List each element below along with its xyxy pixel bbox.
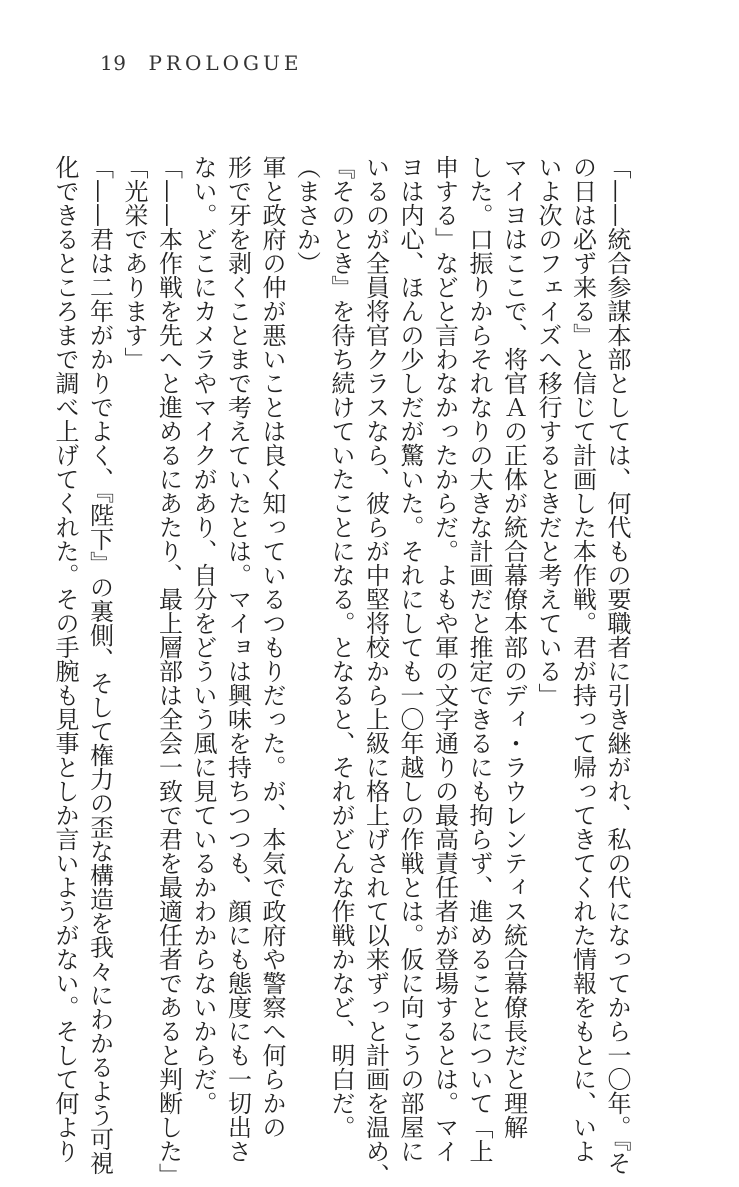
text-line: ない。どこにカメラやマイクがあり、自分をどういう風に見ているかわからないからだ。	[189, 155, 217, 1115]
text-line: 「——統合参謀本部としては、何代もの要職者に引き継がれ、私の代になってから一〇年。『そ	[603, 155, 631, 1175]
section-title: PROLOGUE	[148, 51, 303, 75]
running-head	[100, 48, 302, 78]
text-line: 『そのとき』を待ち続けていたことになる。となると、それがどんな作戦かなど、明白だ。	[327, 155, 355, 1139]
text-line: 「光栄であります」	[120, 155, 148, 371]
text-line: の日は必ず来る』と信じて計画した本作戦。君が持って帰ってきてくれた情報をもとに、いよ	[568, 155, 597, 1163]
body-text	[51, 155, 634, 1187]
text-line: ヨは内心、ほんの少しだが驚いた。それにしても一〇年越しの作戦とは。仮に向こうの部屋に	[396, 155, 424, 1163]
text-line: 形で牙を剥くことまで考えていたとは。マイョは興味を持ちつつも、顔にも態度にも一切出さ	[223, 155, 252, 1163]
text-line: 化できるところまで調べ上げてくれた。その手腕も見事としか言いようがない。そして何より	[51, 155, 79, 1163]
text-line: 「——本作戦を先へと進めるにあたり、最上層部は全会一致で君を最適任者であると判断した」	[154, 155, 183, 1187]
text-line: 申する」などと言わなかったからだ。よもや軍の文字通りの最高責任者が登場するとは。マイ	[430, 155, 459, 1163]
text-line: マイヨはここで、将官Ａの正体が統合幕僚本部のディ・ラウレンティス統合幕僚長だと理解	[499, 155, 528, 1139]
text-line: いるのが全員将官クラスなら、彼らが中堅将校から上級に格上げされて以来ずっと計画を温め、	[361, 155, 390, 1187]
text-line: （まさか）	[292, 155, 321, 275]
text-line: した。口振りからそれなりの大きな計画だと推定できるにも拘らず、進めることについて「上	[465, 155, 493, 1163]
page-number: 19	[100, 51, 127, 75]
text-line: いよ次のフェイズへ移行するときだと考えている」	[534, 155, 562, 707]
text-line: 「——君は二年がかりでよく、『陛下』の裏側、そして権力の歪な構造を我々にわかるよう可視	[85, 155, 114, 1175]
text-line: 軍と政府の仲が悪いことは良く知っているつもりだった。が、本気で政府や警察へ何らかの	[258, 155, 286, 1139]
